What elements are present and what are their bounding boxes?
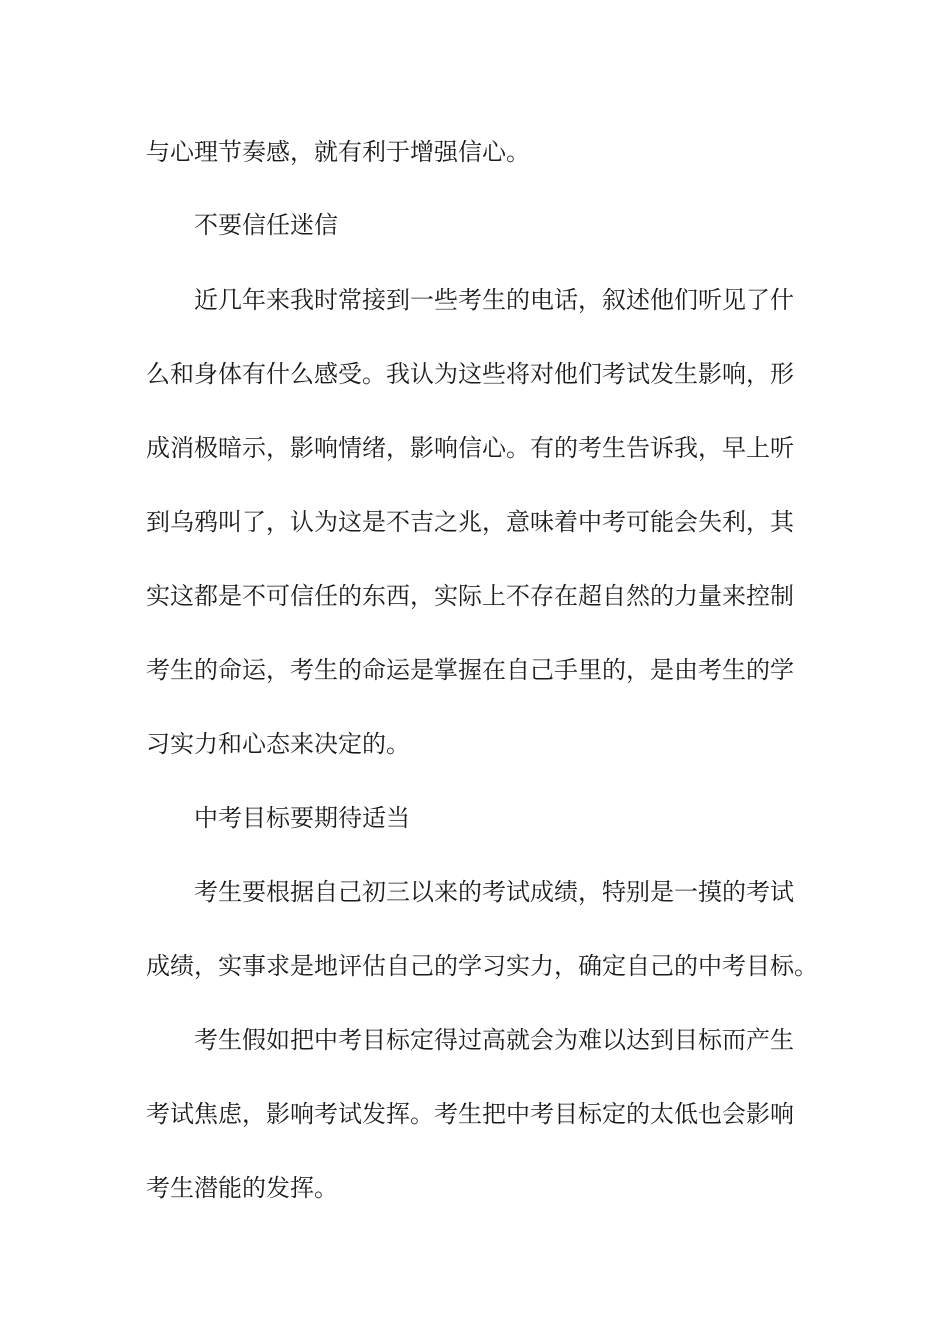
section-heading-superstition: 不要信任迷信	[194, 211, 338, 239]
paragraph-line: 实这都是不可信任的东西，实际上不存在超自然的力量来控制	[146, 582, 794, 610]
paragraph-line: 习实力和心态来决定的。	[146, 730, 410, 758]
section-heading-exam-goals: 中考目标要期待适当	[194, 804, 410, 832]
paragraph-line: 近几年来我时常接到一些考生的电话，叙述他们听见了什	[194, 286, 794, 314]
paragraph-line: 么和身体有什么感受。我认为这些将对他们考试发生影响，形	[146, 360, 794, 388]
paragraph-line: 考生潜能的发挥。	[146, 1174, 338, 1202]
paragraph-line: 到乌鸦叫了，认为这是不吉之兆，意味着中考可能会失利，其	[146, 508, 794, 536]
paragraph-line: 成消极暗示，影响情绪，影响信心。有的考生告诉我，早上听	[146, 434, 794, 462]
paragraph-line: 成绩，实事求是地评估自己的学习实力，确定自己的中考目标。	[146, 952, 818, 980]
paragraph-line: 考生要根据自己初三以来的考试成绩，特别是一摸的考试	[194, 878, 794, 906]
paragraph-line-continuation: 与心理节奏感，就有利于增强信心。	[146, 138, 530, 166]
paragraph-line: 考生假如把中考目标定得过高就会为难以达到目标而产生	[194, 1026, 794, 1054]
paragraph-line: 考生的命运，考生的命运是掌握在自己手里的，是由考生的学	[146, 656, 794, 684]
paragraph-line: 考试焦虑，影响考试发挥。考生把中考目标定的太低也会影响	[146, 1100, 794, 1128]
